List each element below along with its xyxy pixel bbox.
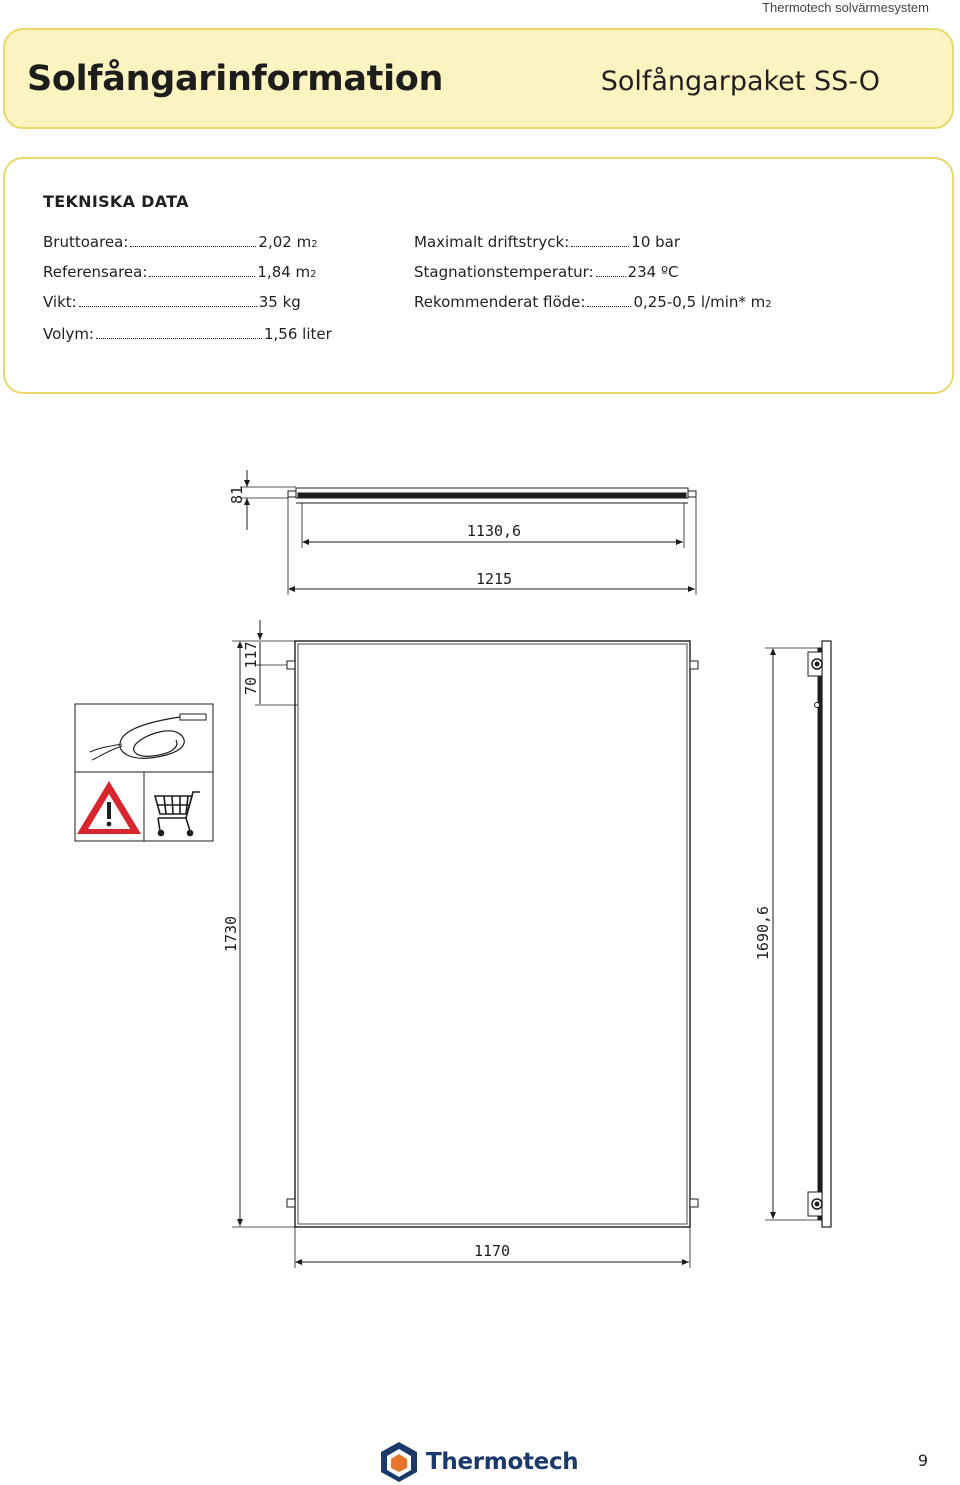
- brand-line: Thermotech solvärmesystem: [762, 0, 929, 15]
- dot-leader: [130, 246, 256, 247]
- dot-leader: [79, 306, 257, 307]
- spec-label: Vikt:: [43, 293, 77, 311]
- spec-row: [43, 293, 301, 311]
- spec-row: Referensarea: 1,84 m 2: [43, 263, 317, 281]
- title-banner: [3, 28, 954, 129]
- spec-value: 2,02 m: [258, 233, 312, 251]
- front-view: [232, 620, 698, 1268]
- spec-label: Volym:: [43, 325, 94, 343]
- spec-value: 0,25-0,5 l/min* m: [633, 293, 766, 311]
- logo-text: Thermotech: [426, 1449, 579, 1475]
- spec-row: [43, 325, 332, 343]
- dim-inner-width: 1130,6: [466, 522, 522, 540]
- dim-top-70: 70: [242, 676, 260, 696]
- footer-logo: [380, 1441, 578, 1483]
- spec-label: Stagnationstemperatur:: [414, 263, 594, 281]
- dim-bottom-width: 1170: [473, 1242, 511, 1260]
- spec-value: 1,84 m: [257, 263, 311, 281]
- dot-leader: [149, 276, 255, 277]
- spec-value: 234 ºC: [627, 263, 679, 281]
- dim-top-117: 117: [242, 641, 260, 669]
- spec-label: Referensarea:: [43, 263, 148, 281]
- spec-row: Rekommenderat flöde: 0,25-0,5 l/min* m 2: [414, 293, 772, 311]
- tech-data-heading: TEKNISKA DATA: [43, 192, 189, 211]
- dim-height-side: 81: [228, 485, 246, 505]
- spec-value: 35 kg: [258, 293, 301, 311]
- side-view: [765, 641, 831, 1227]
- spec-row: [414, 233, 680, 251]
- dot-leader: [571, 246, 629, 247]
- spec-label: Bruttoarea:: [43, 233, 129, 251]
- dim-total-height: 1730: [222, 915, 240, 953]
- page-subtitle: Solfångarpaket SS-O: [600, 66, 880, 97]
- thermotech-logo-icon: [380, 1441, 418, 1483]
- dim-outer-width: 1215: [475, 570, 513, 588]
- spec-row: Bruttoarea: 2,02 m 2: [43, 233, 318, 251]
- page-title: Solfångarinformation: [27, 59, 444, 99]
- spec-value: 1,56 liter: [263, 325, 332, 343]
- spec-value: 10 bar: [631, 233, 681, 251]
- spec-row: [414, 263, 679, 281]
- dot-leader: [596, 276, 626, 277]
- dim-side-height: 1690,6: [754, 905, 772, 961]
- dot-leader: [96, 338, 262, 339]
- page-number: 9: [917, 1451, 928, 1470]
- spec-label: Rekommenderat flöde:: [414, 293, 586, 311]
- tech-data-panel: [3, 157, 954, 394]
- collector-drawing: [0, 440, 960, 1300]
- spec-label: Maximalt driftstryck:: [414, 233, 570, 251]
- dot-leader: [587, 306, 631, 307]
